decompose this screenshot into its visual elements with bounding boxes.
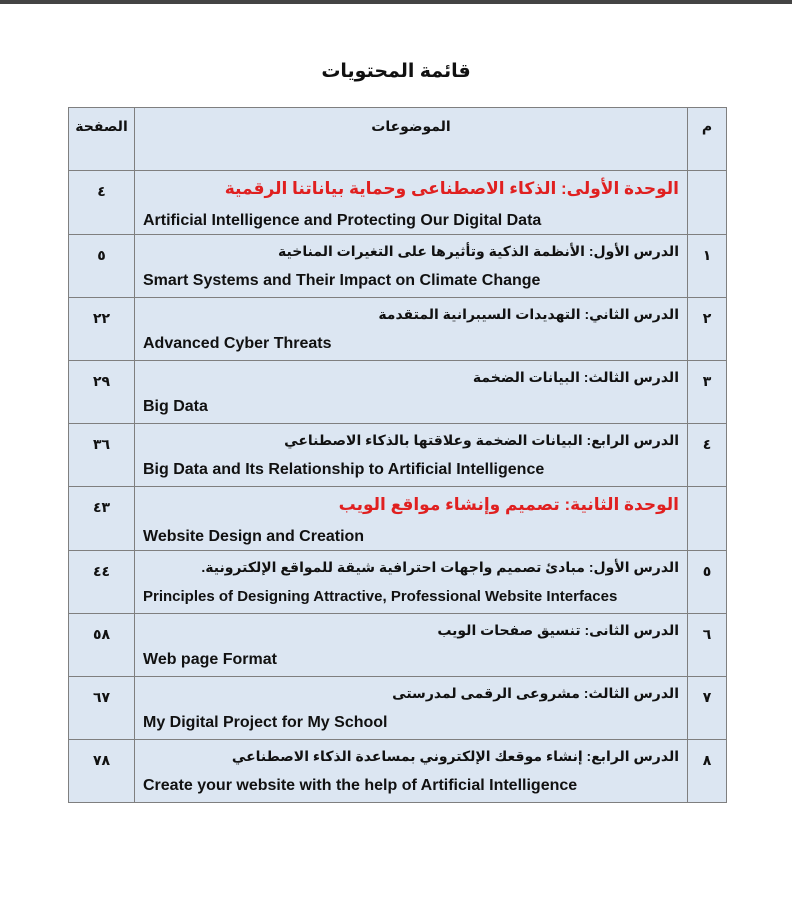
lesson-title-arabic: الدرس الثانى: تنسيق صفحات الويب bbox=[437, 622, 679, 638]
lesson-row bbox=[69, 424, 727, 487]
row-number-cell bbox=[688, 614, 727, 677]
lesson-row bbox=[69, 677, 727, 740]
table-header-row bbox=[69, 108, 727, 171]
row-page-number: ٥٨ bbox=[92, 626, 111, 642]
row-number: ٦ bbox=[702, 626, 712, 642]
row-page-number: ٢٩ bbox=[92, 373, 111, 389]
lesson-row bbox=[69, 551, 727, 614]
row-page-number: ٤٣ bbox=[92, 499, 111, 515]
row-number: ٥ bbox=[702, 563, 712, 579]
row-page-cell bbox=[69, 298, 135, 361]
unit-row bbox=[69, 487, 727, 551]
row-page-number: ٤٤ bbox=[92, 563, 111, 579]
contents-table bbox=[68, 107, 727, 803]
lesson-title-arabic: الدرس الثالث: مشروعى الرقمى لمدرستى bbox=[392, 685, 679, 701]
row-page-cell bbox=[69, 171, 135, 235]
row-number-cell bbox=[688, 298, 727, 361]
top-rule bbox=[0, 0, 792, 4]
lesson-row bbox=[69, 298, 727, 361]
lesson-title-arabic: الدرس الرابع: البيانات الضخمة وعلاقتها بالذكاء الاصطناعي bbox=[284, 432, 679, 448]
lesson-title-english: Smart Systems and Their Impact on Climate Change bbox=[143, 272, 541, 289]
row-page-number: ٦٧ bbox=[92, 689, 111, 705]
row-number-cell bbox=[688, 235, 727, 298]
row-topic-cell bbox=[135, 677, 688, 740]
lesson-row bbox=[69, 361, 727, 424]
row-page-number: ٤ bbox=[97, 183, 106, 199]
row-number: ٧ bbox=[702, 689, 712, 705]
row-page-cell bbox=[69, 551, 135, 614]
row-page-cell bbox=[69, 740, 135, 803]
row-topic-cell bbox=[135, 171, 688, 235]
row-page-number: ٥ bbox=[97, 247, 106, 263]
row-page-cell bbox=[69, 677, 135, 740]
row-page-cell bbox=[69, 361, 135, 424]
header-number: م bbox=[701, 118, 713, 134]
row-page-cell bbox=[69, 487, 135, 551]
lesson-title-arabic: الدرس الثالث: البيانات الضخمة bbox=[472, 369, 679, 385]
row-topic-cell bbox=[135, 551, 688, 614]
row-number-cell bbox=[688, 424, 727, 487]
row-number-cell bbox=[688, 740, 727, 803]
lesson-row bbox=[69, 614, 727, 677]
row-number bbox=[688, 171, 726, 183]
row-number: ٣ bbox=[702, 373, 712, 389]
row-topic-cell bbox=[135, 487, 688, 551]
page-title: قائمة المحتويات bbox=[321, 61, 471, 82]
row-number: ٤ bbox=[702, 436, 712, 452]
lesson-title-english: Big Data and Its Relationship to Artificial Intelligence bbox=[143, 461, 545, 478]
row-number bbox=[688, 487, 726, 499]
row-number-cell bbox=[688, 677, 727, 740]
row-topic-cell bbox=[135, 235, 688, 298]
lesson-title-english: Big Data bbox=[143, 398, 208, 415]
row-topic-cell bbox=[135, 614, 688, 677]
unit-heading-english: Website Design and Creation bbox=[143, 528, 365, 545]
header-page-cell bbox=[69, 108, 135, 171]
unit-heading-arabic: الوحدة الأولى: الذكاء الاصطناعى وحماية بياناتنا الرقمية bbox=[224, 179, 679, 198]
row-number: ٢ bbox=[702, 310, 712, 326]
row-page-cell bbox=[69, 235, 135, 298]
row-topic-cell bbox=[135, 424, 688, 487]
header-topic: الموضوعات bbox=[371, 118, 451, 134]
row-number-cell bbox=[688, 361, 727, 424]
row-number-cell bbox=[688, 171, 727, 235]
header-page: الصفحة bbox=[75, 118, 128, 134]
lesson-title-arabic: الدرس الأول: مبادئ تصميم واجهات احترافية شيقة للمواقع الإلكترونية. bbox=[201, 559, 679, 575]
lesson-title-english: Create your website with the help of Artificial Intelligence bbox=[143, 777, 578, 794]
lesson-title-english: Principles of Designing Attractive, Professional Website Interfaces bbox=[143, 588, 618, 605]
row-number-cell bbox=[688, 551, 727, 614]
lesson-row bbox=[69, 740, 727, 803]
lesson-title-english: My Digital Project for My School bbox=[143, 714, 388, 731]
lesson-title-english: Advanced Cyber Threats bbox=[143, 335, 332, 352]
row-page-cell bbox=[69, 424, 135, 487]
unit-heading-arabic: الوحدة الثانية: تصميم وإنشاء مواقع الويب bbox=[338, 495, 679, 514]
row-page-number: ٢٢ bbox=[92, 310, 111, 326]
row-page-cell bbox=[69, 614, 135, 677]
unit-row bbox=[69, 171, 727, 235]
row-number: ١ bbox=[702, 247, 712, 263]
lesson-title-arabic: الدرس الأول: الأنظمة الذكية وتأثيرها على التغيرات المناخية bbox=[278, 243, 679, 259]
row-number-cell bbox=[688, 487, 727, 551]
header-number-cell bbox=[688, 108, 727, 171]
lesson-title-english: Web page Format bbox=[143, 651, 277, 668]
row-topic-cell bbox=[135, 298, 688, 361]
unit-heading-english: Artificial Intelligence and Protecting Our Digital Data bbox=[143, 212, 542, 229]
lesson-row bbox=[69, 235, 727, 298]
row-number: ٨ bbox=[702, 752, 712, 768]
row-topic-cell bbox=[135, 361, 688, 424]
header-topic-cell bbox=[135, 108, 688, 171]
row-page-number: ٣٦ bbox=[92, 436, 111, 452]
row-topic-cell bbox=[135, 740, 688, 803]
lesson-title-arabic: الدرس الثاني: التهديدات السيبرانية المتقدمة bbox=[378, 306, 679, 322]
row-page-number: ٧٨ bbox=[92, 752, 111, 768]
lesson-title-arabic: الدرس الرابع: إنشاء موقعك الإلكتروني بمساعدة الذكاء الاصطناعي bbox=[231, 748, 679, 764]
